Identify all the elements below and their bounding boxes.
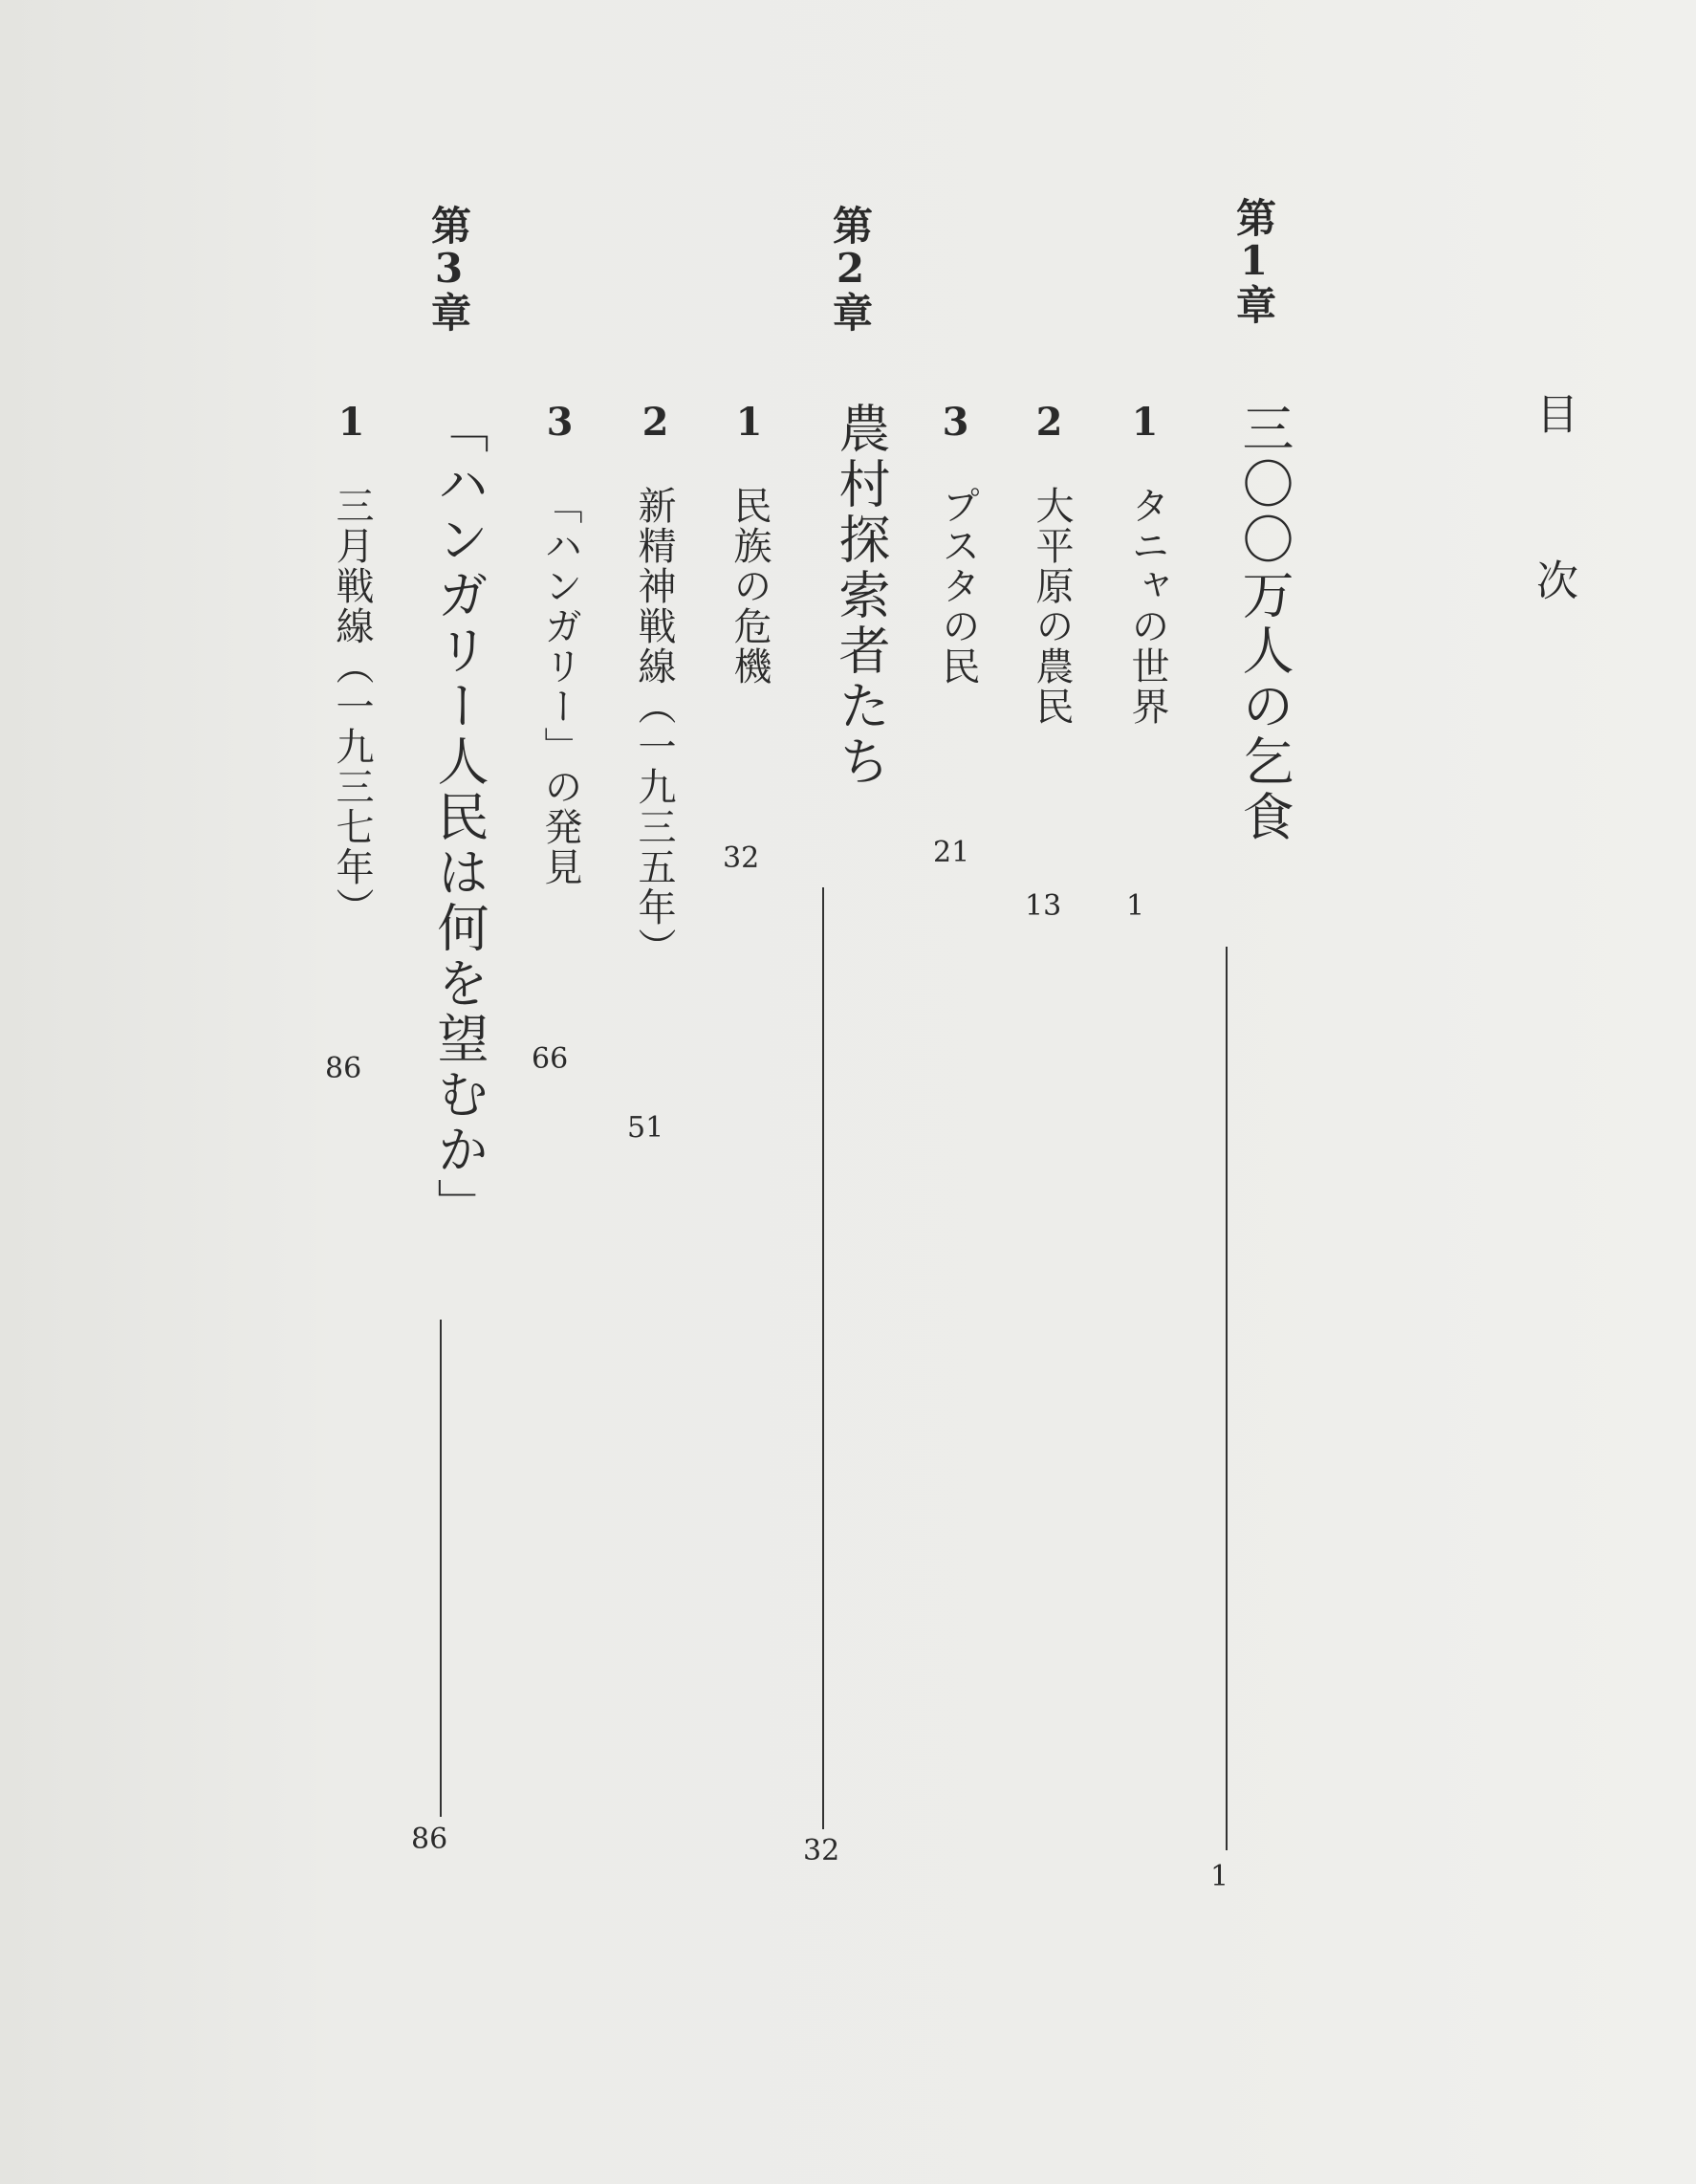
section-1-2-page: 13 (1025, 889, 1062, 923)
section-3-1-page: 86 (325, 1052, 362, 1085)
chapter-1-title[interactable]: 三〇〇万人の乞食 (1234, 402, 1294, 845)
section-3-1-number: 1 (329, 400, 374, 445)
section-1-3-title[interactable]: プスタの民 (936, 486, 980, 687)
chapter-2-title[interactable]: 農村探索者たち (831, 402, 891, 790)
section-2-1-page: 32 (723, 841, 760, 875)
section-1-1-number: 1 (1122, 400, 1167, 445)
section-1-3-page: 21 (933, 836, 970, 869)
section-2-1-title[interactable]: 民族の危機 (728, 486, 772, 687)
section-2-2-page: 51 (627, 1111, 664, 1145)
chapter-1-page: 1 (1210, 1860, 1229, 1893)
toc-title: 目次 (1529, 392, 1577, 725)
chapter-1-leader-line (1226, 947, 1228, 1850)
chapter-2-page: 32 (803, 1834, 840, 1867)
chapter-3-title[interactable]: 「ハンガリー人民は何を望むか」 (429, 402, 489, 1234)
section-1-2-number: 2 (1027, 400, 1072, 445)
chapter-3-page: 86 (411, 1823, 448, 1856)
chapter-1-label[interactable]: 第1章 (1230, 197, 1277, 324)
section-1-1-page: 1 (1126, 889, 1145, 923)
section-2-2-title[interactable]: 新精神戦線（一九三五年） (632, 486, 676, 968)
chapter-2-label[interactable]: 第2章 (827, 205, 874, 332)
section-1-2-title[interactable]: 大平原の農民 (1030, 486, 1074, 727)
section-2-2-number: 2 (633, 400, 678, 445)
chapter-3-leader-line (440, 1320, 442, 1817)
section-2-3-number: 3 (537, 400, 582, 445)
section-2-3-title[interactable]: 「ハンガリー」の発見 (538, 486, 582, 887)
section-2-3-page: 66 (532, 1042, 569, 1076)
section-2-1-number: 1 (727, 400, 772, 445)
section-3-1-title[interactable]: 三月戦線（一九三七年） (330, 486, 374, 928)
section-1-1-title[interactable]: タニャの世界 (1125, 486, 1169, 727)
chapter-3-label[interactable]: 第3章 (425, 205, 472, 332)
chapter-2-leader-line (822, 887, 824, 1829)
section-1-3-number: 3 (933, 400, 978, 445)
